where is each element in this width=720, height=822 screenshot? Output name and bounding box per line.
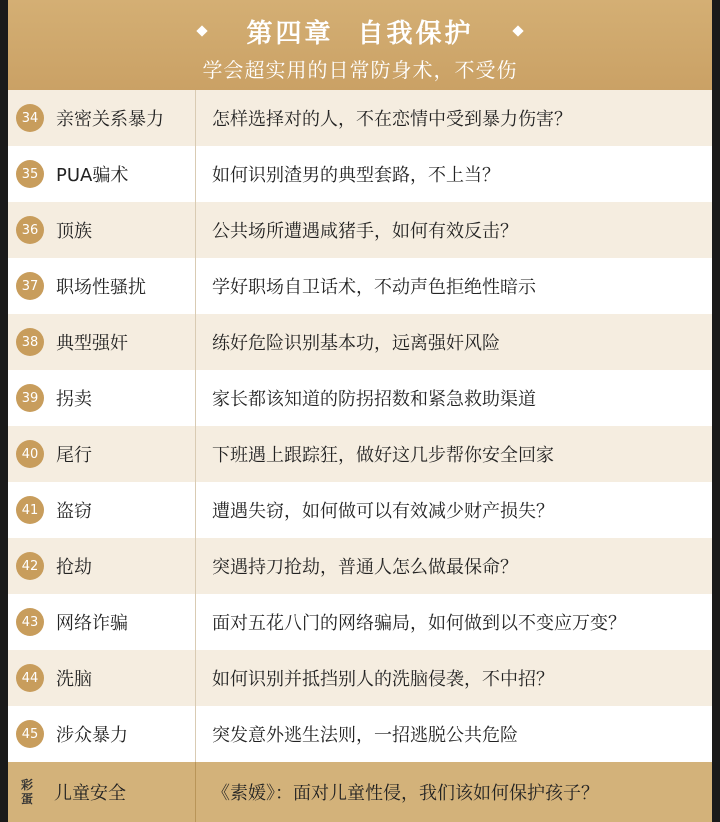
lesson-label-cell xyxy=(8,650,196,706)
lesson-topic: 尾行 xyxy=(56,445,92,466)
lesson-number-badge: 38 xyxy=(16,328,44,356)
bonus-label-cell xyxy=(8,762,196,822)
lesson-number-badge: 40 xyxy=(16,440,44,468)
lesson-description: 怎样选择对的人，不在恋情中受到暴力伤害？ xyxy=(212,109,572,130)
lesson-label-cell xyxy=(8,706,196,762)
chapter-header xyxy=(8,0,712,90)
lesson-topic: 典型强奸 xyxy=(56,333,128,354)
lesson-topic: 抢劫 xyxy=(56,557,92,578)
lesson-row xyxy=(8,482,712,538)
lesson-topic: 网络诈骗 xyxy=(56,613,128,634)
lesson-row xyxy=(8,706,712,762)
diamond-right-icon xyxy=(512,25,523,36)
lesson-label-cell xyxy=(8,482,196,538)
bonus-tag-char: 蛋 xyxy=(20,792,33,806)
bonus-description: 《素媛》：面对儿童性侵，我们该如何保护孩子？ xyxy=(212,783,599,804)
bonus-row xyxy=(8,762,712,822)
lesson-topic: 拐卖 xyxy=(56,389,92,410)
lesson-description: 家长都该知道的防拐招数和紧急救助渠道 xyxy=(212,389,536,410)
title-row xyxy=(8,0,712,50)
lesson-label-cell xyxy=(8,594,196,650)
bonus-topic: 儿童安全 xyxy=(54,783,126,804)
chapter-subtitle: 学会超实用的日常防身术，不受伤 xyxy=(202,58,518,82)
lesson-description: 遭遇失窃，如何做可以有效减少财产损失？ xyxy=(212,501,554,522)
lesson-number-badge: 43 xyxy=(16,608,44,636)
lesson-row xyxy=(8,314,712,370)
lesson-row xyxy=(8,370,712,426)
lesson-number-badge: 41 xyxy=(16,496,44,524)
lesson-topic: 职场性骚扰 xyxy=(56,277,146,298)
lesson-number-badge: 37 xyxy=(16,272,44,300)
lesson-row xyxy=(8,650,712,706)
lesson-number-badge: 36 xyxy=(16,216,44,244)
lesson-label-cell xyxy=(8,202,196,258)
lesson-label-cell xyxy=(8,426,196,482)
lesson-label-cell xyxy=(8,258,196,314)
course-sheet xyxy=(8,0,712,818)
lesson-row xyxy=(8,90,712,146)
lesson-topic: 盗窃 xyxy=(56,501,92,522)
lesson-label-cell xyxy=(8,90,196,146)
lesson-description: 面对五花八门的网络骗局，如何做到以不变应万变？ xyxy=(212,613,626,634)
lesson-description: 公共场所遭遇咸猪手，如何有效反击？ xyxy=(212,221,518,242)
bonus-tag-char: 彩 xyxy=(20,778,33,792)
lesson-number-badge: 44 xyxy=(16,664,44,692)
bonus-tag xyxy=(18,778,36,806)
lesson-description: 如何识别渣男的典型套路，不上当？ xyxy=(212,165,500,186)
lesson-row xyxy=(8,538,712,594)
lesson-topic: 洗脑 xyxy=(56,669,92,690)
lesson-topic: PUA骗术 xyxy=(56,165,129,186)
lesson-description: 学好职场自卫话术，不动声色拒绝性暗示 xyxy=(212,277,536,298)
chapter-title: 第四章 自我保护 xyxy=(246,18,474,49)
lesson-number-badge: 39 xyxy=(16,384,44,412)
diamond-left-icon xyxy=(197,25,208,36)
lesson-row xyxy=(8,258,712,314)
lesson-description: 如何识别并抵挡别人的洗脑侵袭，不中招？ xyxy=(212,669,554,690)
lesson-description: 突发意外逃生法则，一招逃脱公共危险 xyxy=(212,725,518,746)
lesson-row xyxy=(8,426,712,482)
lesson-description: 突遇持刀抢劫，普通人怎么做最保命？ xyxy=(212,557,518,578)
lesson-topic: 顶族 xyxy=(56,221,92,242)
lesson-row xyxy=(8,202,712,258)
lesson-number-badge: 35 xyxy=(16,160,44,188)
lesson-number-badge: 42 xyxy=(16,552,44,580)
lesson-label-cell xyxy=(8,146,196,202)
lesson-description: 下班遇上跟踪狂，做好这几步帮你安全回家 xyxy=(212,445,554,466)
lesson-number-badge: 34 xyxy=(16,104,44,132)
lesson-row xyxy=(8,146,712,202)
lesson-label-cell xyxy=(8,538,196,594)
lesson-number-badge: 45 xyxy=(16,720,44,748)
lesson-topic: 涉众暴力 xyxy=(56,725,128,746)
lesson-description: 练好危险识别基本功，远离强奸风险 xyxy=(212,333,500,354)
lesson-label-cell xyxy=(8,370,196,426)
lesson-row xyxy=(8,594,712,650)
lesson-label-cell xyxy=(8,314,196,370)
lesson-topic: 亲密关系暴力 xyxy=(56,109,164,130)
